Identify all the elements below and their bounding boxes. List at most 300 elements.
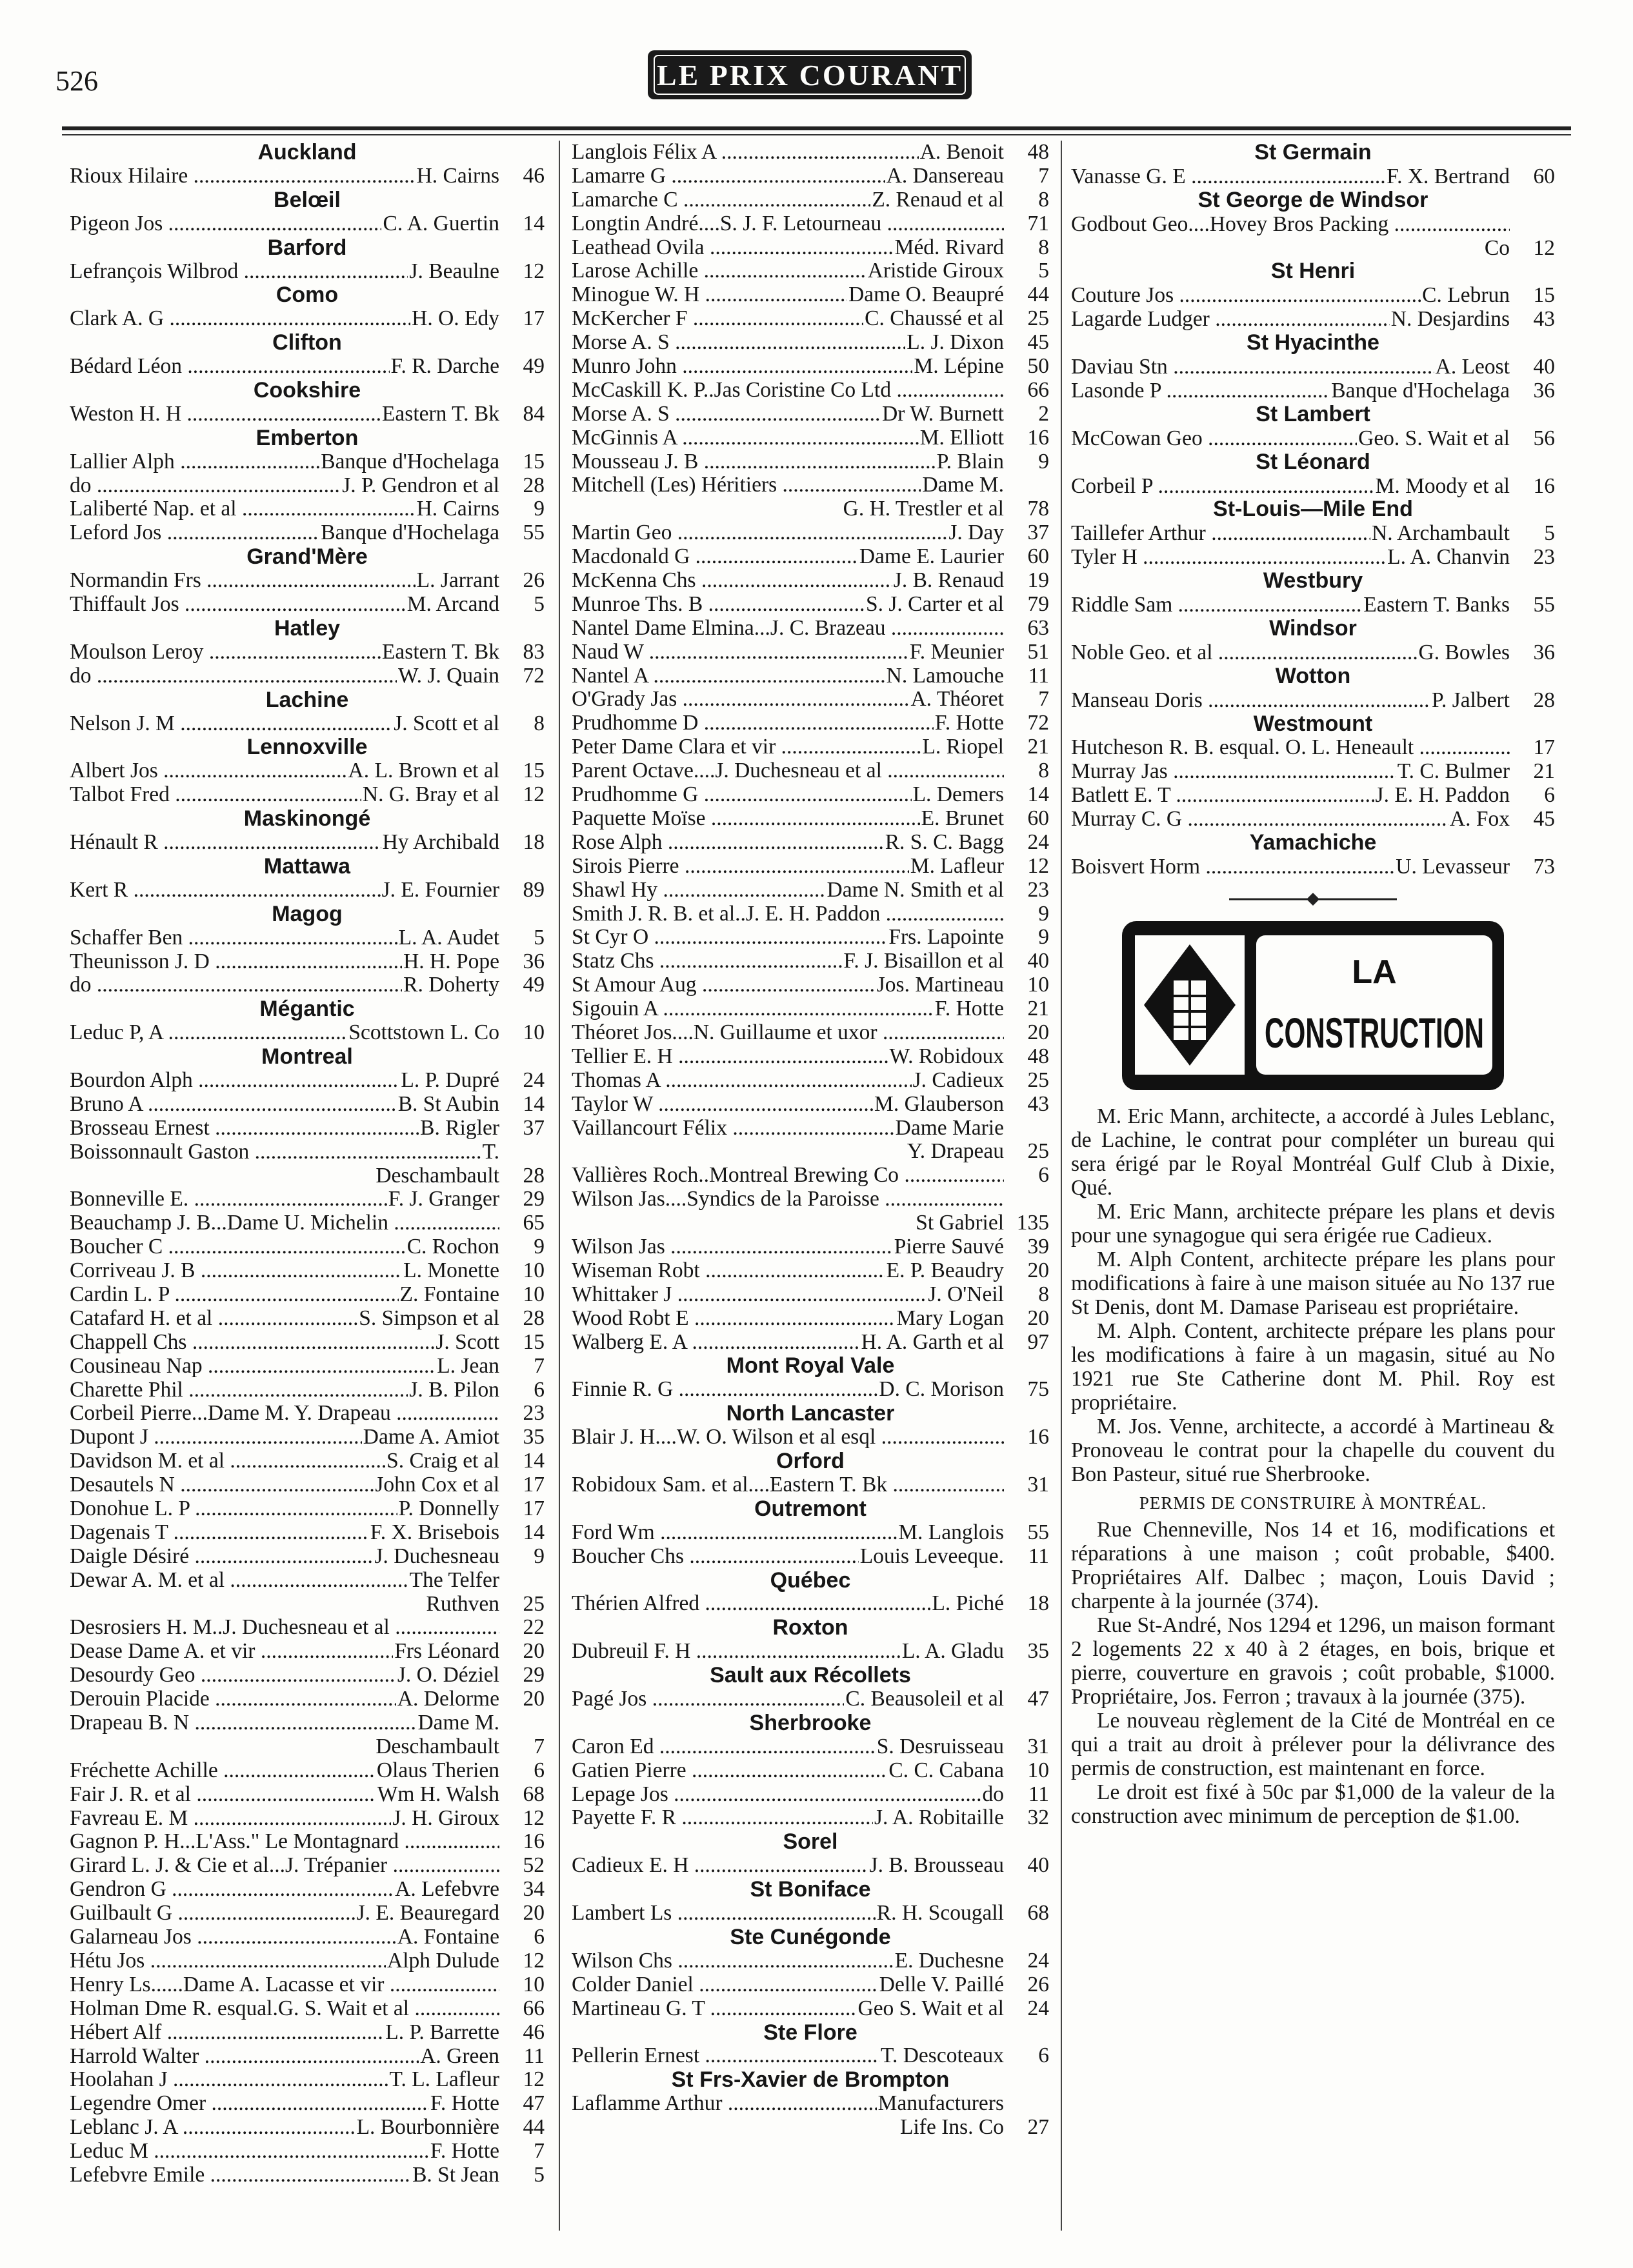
listing-defendant: Wilson Jas....Syndics de la Paroisse .....: [572, 1188, 1004, 1211]
listing-plaintiff: B. St Aubin: [397, 1091, 499, 1116]
listing-plaintiff: C. Beausoleil et al: [845, 1687, 1004, 1711]
construction-paragraph: M. Eric Mann, architecte, a accordé à Jules Leblanc, de Lachine, le contrat pour compléter un bureau qui sera érigé par le Royal Montréal Gulf Club à Dixie, Qué.: [1071, 1104, 1555, 1200]
listing-defendant: Pellerin Ernest .....: [572, 2044, 879, 2068]
listing-amount: 35: [1027, 1639, 1049, 1664]
listing-plaintiff: C. A. Guertin: [383, 211, 499, 235]
listing-amount: 28: [523, 1306, 545, 1330]
listing-row: [1071, 307, 1555, 331]
place-heading: Québec: [770, 1567, 851, 1593]
listing-plaintiff: P. Jalbert: [1432, 688, 1510, 712]
listing-defendant: Henry Ls......Dame A. Lacasse et vir .....: [70, 1973, 499, 1997]
listing-amount: 10: [1027, 973, 1049, 997]
place-heading: St Boniface: [750, 1877, 871, 1902]
listing-defendant: Hébert Alf .....: [70, 2021, 384, 2045]
listing-row: [572, 855, 1049, 879]
listing-row: [572, 1283, 1049, 1307]
listing-defendant: Legendre Omer .....: [70, 2092, 429, 2116]
listing-defendant: Desourdy Geo .....: [70, 1664, 396, 1687]
listing-defendant: Couture Jos .....: [1071, 283, 1421, 307]
listing-amount: 28: [523, 1163, 545, 1188]
listing-row: [70, 1307, 545, 1331]
listing-plaintiff: L. A. Chanvin: [1387, 545, 1510, 570]
permit-paragraph: Rue Chenneville, Nos 14 et 16, modifications et réparations à une maison ; coût probable, $400. Propriétaires Alf. Dalbec ; maçon, Louis David ; charpente à la journée (374).: [1071, 1517, 1555, 1613]
listing-row: [572, 1045, 1049, 1069]
listing-amount: 46: [523, 2020, 545, 2044]
listing-amount: 17: [523, 1473, 545, 1497]
listing-row: [572, 1783, 1049, 1807]
listing-plaintiff: A. Dansereau: [886, 163, 1004, 188]
listing-amount: 36: [1533, 378, 1555, 403]
listing-defendant: Holman Dme R. esqual.G. S. Wait et al .....: [70, 1997, 499, 2021]
listing-plaintiff: A. L. Brown et al: [348, 759, 499, 783]
listing-defendant: McGinnis A .....: [572, 426, 919, 450]
listing-plaintiff: Dame A. Amiot: [363, 1425, 499, 1449]
listing-plaintiff: B. St Jean: [412, 2162, 499, 2187]
listing-row: [572, 641, 1049, 664]
listing-plaintiff: L. Riopel: [922, 735, 1004, 759]
listing-plaintiff: L. A. Audet: [398, 925, 499, 950]
listing-plaintiff: Eastern T. Bk: [381, 401, 499, 426]
listing-defendant: Rioux Hilaire .....: [70, 164, 416, 188]
listing-defendant: Lefebvre Emile .....: [70, 2164, 411, 2187]
listing-amount: 17: [523, 1497, 545, 1521]
permits-heading: PERMIS DE CONSTRUIRE À MONTRÉAL.: [1139, 1493, 1487, 1513]
listing-plaintiff: L. Bourbonnière: [356, 2115, 499, 2140]
listing-defendant: do .....: [70, 973, 402, 997]
listing-row: [572, 1426, 1049, 1449]
listing-defendant: Girard L. J. & Cie et al...J. Trépanier .....: [70, 1854, 499, 1878]
listing-continuation-text: Deschambault: [376, 1163, 499, 1188]
listing-defendant: Mousseau J. B .....: [572, 450, 936, 474]
column-1: [70, 141, 545, 2187]
listing-row: [572, 1331, 1049, 1355]
listing-row: [572, 1521, 1049, 1545]
listing-row: [572, 1687, 1049, 1711]
listing-row: [70, 1235, 545, 1259]
place-heading: Mattawa: [263, 853, 351, 879]
listing-row: [572, 1973, 1049, 1997]
construction-paragraph: M. Alph Content, architecte prépare les plans pour modifications à faire à une maison située au No 137 rue St Denis, dont M. Damase Pariseau est propriétaire.: [1071, 1247, 1555, 1319]
listing-amount: 6: [534, 1377, 545, 1402]
listing-row: [572, 759, 1049, 783]
listing-plaintiff: F. J. Granger: [388, 1187, 499, 1211]
listing-defendant: Dease Dame A. et vir .....: [70, 1640, 393, 1664]
listing-amount: 16: [1533, 473, 1555, 498]
listing-row: [70, 1616, 545, 1640]
listing-amount: 31: [1027, 1734, 1049, 1758]
listing-amount: [499, 1711, 545, 1735]
listing-plaintiff: S. Desruisseau: [876, 1734, 1004, 1758]
listing-defendant: Smith J. R. B. et al..J. E. H. Paddon .....: [572, 902, 1004, 926]
listing-row: [70, 1997, 545, 2021]
listing-amount: 35: [523, 1425, 545, 1449]
listing-row: [572, 1473, 1049, 1497]
listing-defendant: Normandin Frs .....: [70, 569, 416, 593]
listing-amount: 31: [1027, 1472, 1049, 1497]
listing-row: [1071, 474, 1555, 498]
listing-row: [572, 1069, 1049, 1093]
listing-plaintiff: H. Cairns: [416, 163, 499, 188]
listing-plaintiff: Alph Dulude: [387, 1948, 499, 1973]
listing-amount: 18: [523, 830, 545, 855]
listing-amount: 55: [1027, 1520, 1049, 1544]
listing-defendant: Caron Ed .....: [572, 1735, 876, 1759]
listing-amount: 56: [1533, 426, 1555, 450]
listing-defendant: McCaskill K. P..Jas Coristine Co Ltd .....: [572, 379, 1004, 403]
listing-row: [70, 1426, 545, 1449]
listing-row: [572, 950, 1049, 973]
listing-amount: 5: [534, 592, 545, 617]
listing-plaintiff: W. J. Quain: [398, 663, 499, 688]
listing-amount: [499, 1569, 545, 1593]
listing-amount: 20: [1027, 1306, 1049, 1330]
listing-amount: 51: [1027, 639, 1049, 664]
place-heading: Westmount: [1253, 711, 1373, 736]
place-heading: Maskinongé: [243, 806, 371, 831]
listing-amount: 20: [523, 1639, 545, 1664]
place-heading: Hatley: [274, 615, 341, 641]
header-rule-thick: [62, 126, 1571, 130]
page-number: 526: [55, 65, 98, 97]
listing-amount: 24: [523, 1068, 545, 1092]
listing-amount: 24: [1027, 1996, 1049, 2020]
listing-plaintiff: A. Fox: [1449, 807, 1510, 831]
listing-amount: 55: [523, 521, 545, 545]
listing-defendant: Gagnon P. H...L'Ass." Le Montagnard .....: [70, 1830, 499, 1854]
listing-amount: 63: [1027, 615, 1049, 640]
listing-plaintiff: H. O. Edy: [412, 306, 499, 331]
listing-amount: 78: [1027, 497, 1049, 521]
listing-amount: [1004, 1188, 1049, 1211]
listing-defendant: Clark A. G .....: [70, 307, 410, 331]
listing-plaintiff: J. E. Beauregard: [356, 1901, 499, 1925]
listing-amount: [1004, 1117, 1049, 1140]
place-heading: Mont Royal Vale: [726, 1353, 895, 1378]
column-3: [1071, 141, 1555, 1828]
listing-plaintiff: N. Archambault: [1372, 521, 1510, 546]
listing-row: [572, 259, 1049, 283]
listing-amount: 45: [1533, 807, 1555, 831]
listing-row: [572, 593, 1049, 617]
listing-continuation: [572, 1211, 1049, 1235]
listing-amount: 11: [1028, 663, 1049, 688]
listing-defendant: Boissonnault Gaston .....: [70, 1140, 481, 1164]
listing-row: [70, 1711, 545, 1735]
listing-row: [1071, 807, 1555, 831]
listing-defendant: Nelson J. M .....: [70, 712, 392, 736]
listing-defendant: Cardin L. P .....: [70, 1283, 399, 1307]
place-heading: Ste Flore: [763, 2020, 857, 2045]
listing-defendant: Manseau Doris .....: [1071, 688, 1430, 712]
listing-defendant: Lamarre G .....: [572, 164, 885, 188]
construction-logo: [1119, 919, 1507, 1093]
listing-plaintiff: Banque d'Hochelaga: [1331, 378, 1510, 403]
listing-amount: 75: [1027, 1377, 1049, 1402]
listing-defendant: Batlett E. T .....: [1071, 783, 1374, 807]
listing-row: [70, 521, 545, 545]
listing-plaintiff: Frs Léonard: [394, 1639, 499, 1664]
listing-row: [572, 473, 1049, 497]
listing-defendant: Nantel A .....: [572, 664, 885, 688]
listing-plaintiff: J. Duchesneau: [374, 1544, 499, 1568]
listing-plaintiff: J. Scott: [436, 1329, 499, 1354]
listing-defendant: Charette Phil .....: [70, 1378, 408, 1402]
listing-amount: 40: [1027, 1853, 1049, 1878]
listing-plaintiff: L. P. Dupré: [401, 1068, 499, 1092]
listing-row: [1071, 379, 1555, 403]
listing-amount: 60: [1027, 544, 1049, 569]
listing-amount: 47: [1027, 1687, 1049, 1711]
listing-amount: 5: [1038, 259, 1049, 283]
listing-plaintiff: F. Hotte: [430, 2091, 499, 2116]
listing-amount: 5: [534, 925, 545, 950]
listing-plaintiff: M. Glauberson: [874, 1091, 1004, 1116]
listing-plaintiff: do: [982, 1782, 1004, 1806]
listing-row: [70, 2164, 545, 2187]
listing-plaintiff: F. R. Darche: [390, 354, 499, 379]
listing-amount: 89: [523, 877, 545, 902]
listing-plaintiff: L. A. Gladu: [901, 1639, 1004, 1664]
listing-defendant: Cadieux E. H .....: [572, 1854, 868, 1878]
listing-plaintiff: J. E. Fournier: [381, 877, 499, 902]
listing-row: [1071, 426, 1555, 450]
listing-plaintiff: M. Lépine: [914, 354, 1004, 379]
listing-amount: 23: [1533, 545, 1555, 570]
listing-amount: 28: [523, 473, 545, 497]
listing-amount: 45: [1027, 330, 1049, 355]
place-heading: Cookshire: [253, 377, 361, 403]
listing-row: [1071, 545, 1555, 569]
place-heading: Barford: [267, 235, 347, 260]
listing-defendant: Leblanc J. A .....: [70, 2116, 356, 2140]
listing-plaintiff: E. Brunet: [921, 806, 1004, 830]
listing-amount: 32: [1027, 1805, 1049, 1830]
listing-row: [70, 1830, 545, 1854]
listing-continuation: [70, 1593, 545, 1616]
listing-row: [572, 1164, 1049, 1188]
construction-news: [1071, 1104, 1555, 1828]
listing-row: [572, 1235, 1049, 1259]
listing-amount: 48: [1027, 140, 1049, 164]
listing-defendant: Gendron G .....: [70, 1878, 394, 1902]
listing-defendant: Prudhomme G .....: [572, 783, 912, 807]
place-heading: Roxton: [772, 1615, 848, 1640]
listing-row: [572, 283, 1049, 307]
listing-defendant: Drapeau B. N .....: [70, 1711, 416, 1735]
listing-amount: 37: [523, 1115, 545, 1140]
listing-defendant: Wilson Jas .....: [572, 1235, 893, 1259]
listing-plaintiff: D. C. Morison: [879, 1377, 1004, 1402]
listing-defendant: Walberg E. A .....: [572, 1331, 860, 1355]
listing-plaintiff: F. Hotte: [934, 711, 1004, 735]
listing-plaintiff: J. Day: [948, 521, 1004, 545]
listing-defendant: McKenna Chs .....: [572, 569, 892, 593]
listing-amount: 2: [1038, 401, 1049, 426]
listing-row: [572, 1640, 1049, 1664]
listing-amount: 9: [1038, 901, 1049, 926]
listing-plaintiff: Delle V. Paillé: [879, 1972, 1004, 1996]
listing-row: [70, 355, 545, 379]
listing-plaintiff: T. Descoteaux: [881, 2044, 1004, 2068]
listing-defendant: Davidson M. et al .....: [70, 1449, 385, 1473]
listing-plaintiff: H. H. Pope: [403, 949, 499, 973]
listing-plaintiff: E. Duchesne: [894, 1948, 1004, 1973]
listing-amount: 23: [523, 1401, 545, 1426]
listing-amount: 20: [523, 1901, 545, 1925]
listing-row: [70, 212, 545, 236]
listing-plaintiff: F. Hotte: [934, 997, 1004, 1021]
listing-amount: 21: [1533, 759, 1555, 784]
listing-plaintiff: J. A. Robitaille: [874, 1805, 1004, 1830]
listing-defendant: Dewar A. M. et al .....: [70, 1569, 408, 1593]
listing-row: [572, 331, 1049, 355]
listing-plaintiff: Méd. Rivard: [894, 235, 1004, 259]
listing-amount: 25: [523, 1591, 545, 1616]
listing-plaintiff: Dame Marie: [895, 1115, 1004, 1140]
listing-defendant: Longtin André....S. J. F. Letourneau .....: [572, 212, 1004, 236]
listing-amount: 39: [1027, 1234, 1049, 1258]
listing-defendant: Payette F. R .....: [572, 1806, 873, 1830]
listing-amount: [1004, 2092, 1049, 2116]
listing-row: [1071, 355, 1555, 379]
ornament-divider: [1229, 891, 1397, 907]
listing-defendant: Parent Octave....J. Duchesneau et al .....: [572, 759, 1004, 783]
listing-amount: 7: [534, 2139, 545, 2164]
listing-row: [572, 188, 1049, 212]
listing-amount: 12: [1027, 853, 1049, 878]
listing-amount: 24: [1027, 830, 1049, 854]
construction-paragraph: M. Eric Mann, architecte prépare les plans et devis pour une synagogue qui sera érigée rue Cadieux.: [1071, 1199, 1555, 1248]
listing-plaintiff: Jos. Martineau: [876, 973, 1004, 997]
listing-amount: 73: [1533, 854, 1555, 879]
listing-row: [572, 1259, 1049, 1283]
listing-row: [572, 2044, 1049, 2068]
listing-plaintiff: H. Cairns: [416, 497, 499, 521]
listing-row: [572, 164, 1049, 188]
listing-row: [572, 1093, 1049, 1117]
listing-defendant: Lambert Ls .....: [572, 1902, 876, 1925]
listing-row: [70, 1569, 545, 1593]
listing-defendant: Corbeil P .....: [1071, 474, 1374, 498]
listing-row: [572, 1021, 1049, 1045]
listing-amount: 10: [523, 1258, 545, 1283]
listing-row: [572, 688, 1049, 711]
listing-row: [1071, 521, 1555, 545]
listing-plaintiff: L. Monette: [403, 1258, 499, 1283]
listing-amount: 15: [523, 1329, 545, 1354]
listing-plaintiff: M. Elliott: [919, 425, 1004, 450]
listing-defendant: Martin Geo .....: [572, 521, 947, 545]
listing-row: [1071, 212, 1555, 236]
listing-plaintiff: P. Blain: [936, 449, 1004, 473]
listing-plaintiff: C. C. Cabana: [888, 1758, 1004, 1782]
listing-defendant: Fréchette Achille .....: [70, 1759, 376, 1783]
listing-plaintiff: A. Fontaine: [397, 1925, 499, 1949]
listing-amount: 5: [1544, 521, 1555, 546]
listing-row: [1071, 283, 1555, 307]
listing-amount: 43: [1027, 1091, 1049, 1116]
listing-plaintiff: J. Scott et al: [394, 711, 499, 735]
listing-row: [70, 926, 545, 950]
listing-amount: 22: [523, 1615, 545, 1640]
place-heading: St Henri: [1270, 259, 1356, 284]
construction-logo-title: CONSTRUCTION: [1265, 1008, 1484, 1057]
listing-amount: 72: [1027, 711, 1049, 735]
construction-paragraph: M. Alph. Content, architecte prépare les plans pour les modifications à faire à un magasin, situé au No 1921 rue Ste Catherine dont M. Phil. Roy est propriétaire.: [1071, 1318, 1555, 1415]
place-heading: St Hyacinthe: [1247, 330, 1379, 355]
place-heading: Yamachiche: [1249, 830, 1377, 855]
listing-row: [572, 212, 1049, 236]
listing-row: [70, 1664, 545, 1687]
listing-plaintiff: A. Delorme: [397, 1687, 499, 1711]
listing-amount: 79: [1027, 592, 1049, 616]
place-heading: St-Louis—Mile End: [1213, 497, 1413, 522]
listing-defendant: Paquette Moïse .....: [572, 807, 920, 831]
place-heading: St Frs-Xavier de Brompton: [671, 2067, 950, 2093]
listing-amount: 10: [523, 1020, 545, 1045]
listing-row: [70, 1355, 545, 1378]
listing-amount: 44: [1027, 283, 1049, 307]
listing-defendant: Bourdon Alph .....: [70, 1069, 399, 1093]
listing-row: [1071, 641, 1555, 664]
construction-paragraph: M. Jos. Venne, architecte, a accordé à Martineau & Pronoveau le contrat pour la chapelle du couvent du Bon Pasteur, situé rue Sherbrooke.: [1071, 1414, 1555, 1486]
listing-row: [572, 783, 1049, 807]
listing-row: [70, 403, 545, 426]
listing-continuation-text: Life Ins. Co: [900, 2115, 1004, 2140]
listing-amount: 6: [534, 1758, 545, 1782]
listing-amount: 46: [523, 163, 545, 188]
listing-plaintiff: M. Moody et al: [1375, 473, 1510, 498]
listing-defendant: Laflamme Arthur .....: [572, 2092, 877, 2116]
listing-defendant: Sigouin A .....: [572, 997, 934, 1021]
listing-amount: 135: [1016, 1211, 1049, 1235]
listing-plaintiff: J. O. Déziel: [397, 1663, 499, 1687]
listing-row: [572, 545, 1049, 569]
listing-defendant: Morse A. S .....: [572, 403, 881, 426]
listing-plaintiff: L. Jean: [437, 1353, 499, 1378]
listing-amount: 20: [1027, 1020, 1049, 1044]
listing-amount: 28: [1533, 688, 1555, 712]
listing-plaintiff: Manufacturers: [877, 2091, 1004, 2116]
listing-amount: 9: [1038, 449, 1049, 473]
listing-row: [1071, 735, 1555, 759]
listing-amount: 7: [1038, 163, 1049, 188]
listing-defendant: Boisvert Horm .....: [1071, 855, 1394, 879]
listing-defendant: Hétu Jos .....: [70, 1949, 386, 1973]
listing-amount: 10: [523, 1282, 545, 1306]
listing-row: [70, 1687, 545, 1711]
listing-defendant: Donohue L. P .....: [70, 1497, 397, 1521]
listing-amount: 49: [523, 354, 545, 379]
listing-amount: 9: [534, 1544, 545, 1568]
listing-row: [572, 997, 1049, 1021]
listing-defendant: do .....: [70, 474, 341, 498]
listing-row: [572, 521, 1049, 545]
listing-amount: 10: [1027, 1758, 1049, 1782]
listing-row: [70, 1021, 545, 1045]
listing-plaintiff: L. P. Barrette: [385, 2020, 499, 2044]
listing-defendant: Lagarde Ludger .....: [1071, 307, 1390, 331]
listing-plaintiff: F. X. Bertrand: [1387, 164, 1510, 188]
place-heading: Clifton: [272, 330, 342, 355]
listing-plaintiff: T.: [482, 1139, 499, 1164]
listing-plaintiff: Louis Leveeque.: [859, 1544, 1004, 1568]
listing-plaintiff: F. X. Brisebois: [370, 1520, 499, 1544]
listing-plaintiff: B. Rigler: [420, 1115, 499, 1140]
listing-defendant: Tellier E. H .....: [572, 1045, 888, 1069]
listing-amount: 84: [523, 401, 545, 426]
listing-row: [1071, 688, 1555, 712]
